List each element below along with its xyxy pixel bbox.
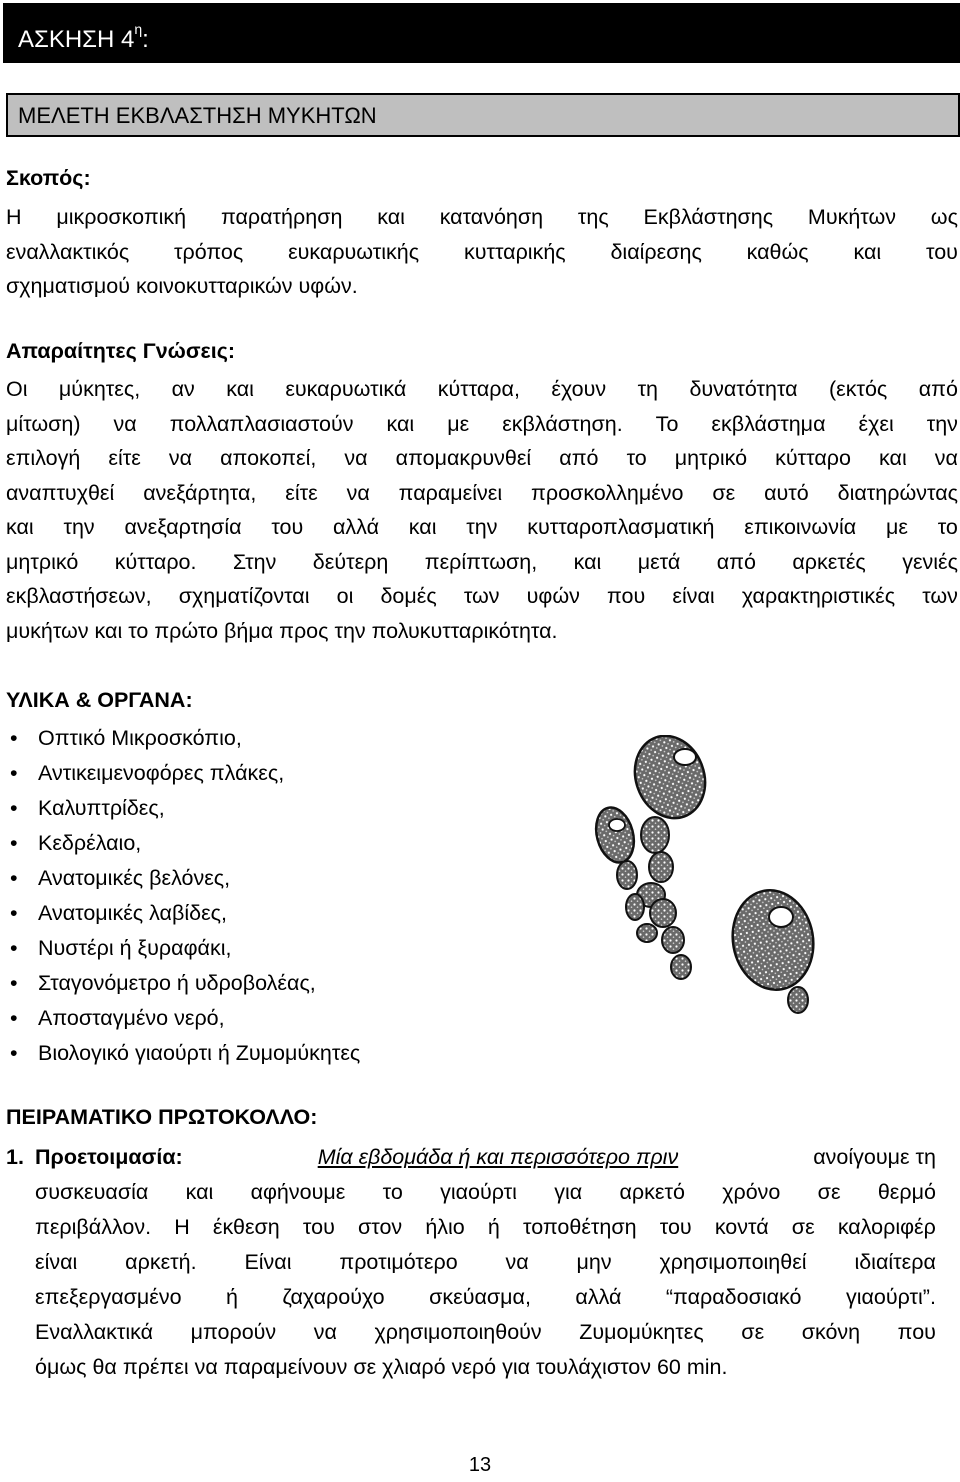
word: ανεξάρτητα,	[143, 480, 257, 505]
word: θερμό	[877, 1180, 936, 1204]
word: και	[573, 549, 602, 574]
word: του	[659, 1215, 692, 1239]
word: κυτταρικής	[463, 239, 566, 264]
knowledge-heading: Απαραίτητες Γνώσεις:	[6, 339, 236, 363]
word: κύτταρο.	[114, 549, 197, 574]
word: αλλά	[332, 515, 380, 539]
word: γιαούρτι	[440, 1180, 517, 1204]
word: συσκευασία	[35, 1180, 149, 1204]
materials-list	[6, 721, 566, 1071]
word: την	[926, 411, 958, 436]
word: είτε	[108, 446, 141, 470]
word: καλοριφέρ	[837, 1215, 936, 1239]
word: την	[466, 515, 498, 539]
step-line	[35, 1315, 936, 1350]
word: και	[6, 515, 34, 539]
word: με	[885, 515, 908, 539]
protocol-step-1	[6, 1140, 936, 1385]
word: έχει	[858, 411, 894, 436]
word: προτιμότερο	[339, 1250, 458, 1274]
aim-line	[6, 200, 958, 235]
step-emphasis: Μία εβδομάδα ή και περισσότερο πριν	[317, 1145, 679, 1169]
word: κύτταρο	[775, 446, 851, 470]
word: δεύτερη	[312, 549, 389, 574]
word: εκβλάστημα	[711, 411, 826, 436]
aim-line	[6, 235, 958, 270]
word: και	[879, 446, 907, 470]
word: από	[559, 446, 599, 470]
word: αρκετές	[792, 549, 866, 574]
word: Οι	[6, 377, 28, 401]
knowledge-line	[6, 545, 958, 580]
step-line	[35, 1210, 936, 1245]
word: να	[113, 411, 137, 436]
word: αλλά	[575, 1285, 622, 1309]
list-item: • Νυστέρι ή ξυραφάκι,	[6, 931, 566, 966]
word: Η	[174, 1215, 190, 1239]
word: ιδιαίτερα	[854, 1250, 936, 1274]
aim-heading: Σκοπός:	[6, 166, 91, 190]
list-item: • Ανατομικές βελόνες,	[6, 861, 566, 896]
word: ευκαρυωτικής	[288, 239, 420, 264]
word: χρησιμοποιηθούν	[374, 1320, 542, 1344]
word: τη	[637, 377, 659, 401]
word: το	[626, 446, 647, 470]
word: κατανόηση	[439, 205, 544, 229]
word: για	[554, 1180, 583, 1204]
word: δομές	[380, 584, 437, 608]
word: που	[607, 584, 646, 608]
word: και	[853, 239, 882, 264]
aim-paragraph	[6, 200, 958, 304]
word: που	[897, 1320, 936, 1344]
word: κοντά	[714, 1215, 769, 1239]
word: επικοινωνία	[744, 515, 857, 539]
word: το	[382, 1180, 403, 1204]
word: σε	[817, 1180, 841, 1204]
list-item: • Αντικειμενοφόρες πλάκες,	[6, 756, 566, 791]
word: σκεύασμα,	[429, 1285, 531, 1309]
word: τρόπος	[174, 239, 244, 264]
word: και	[185, 1180, 214, 1204]
word: να	[168, 446, 193, 470]
word: σκόνη	[801, 1320, 861, 1344]
word: παρατήρηση	[220, 205, 343, 229]
word: σχηματίζονται	[178, 584, 310, 608]
word: έχουν	[551, 377, 607, 401]
word: έκθεση	[212, 1215, 280, 1239]
knowledge-paragraph	[6, 372, 958, 648]
knowledge-line	[6, 476, 958, 511]
aim-line: σχηματισμού κοινοκυτταρικών υφών.	[6, 274, 358, 298]
word: επεξεργασμένο	[35, 1285, 182, 1309]
step-line	[35, 1245, 936, 1280]
word: σε	[712, 480, 736, 505]
word: και	[408, 515, 437, 539]
word: Η	[6, 205, 22, 229]
word: μητρικό	[674, 446, 748, 470]
word: οι	[336, 584, 354, 608]
word: του	[271, 515, 304, 539]
knowledge-line	[6, 441, 958, 476]
word: των	[463, 584, 500, 608]
word: απομακρυνθεί	[395, 446, 532, 470]
word: Ζυμομύκητες	[579, 1320, 704, 1344]
step-line	[35, 1175, 936, 1210]
word: σε	[791, 1215, 815, 1239]
word: “παραδοσιακό	[665, 1285, 802, 1309]
word: να	[344, 446, 368, 470]
word: και	[226, 377, 254, 401]
word: εκβλάστηση.	[502, 411, 623, 436]
word: χαρακτηριστικές	[741, 584, 896, 608]
word: αρκετό	[619, 1180, 685, 1204]
knowledge-line	[6, 510, 958, 545]
word: ανεξαρτησία	[124, 515, 242, 539]
word: ήλιο	[425, 1215, 465, 1239]
word: Εναλλακτικά	[35, 1320, 154, 1344]
word: και	[377, 205, 405, 229]
word: των	[922, 584, 958, 608]
word: περίπτωση,	[424, 549, 538, 574]
word: παραμείνει	[398, 480, 503, 505]
list-item: • Κεδρέλαιο,	[6, 826, 566, 861]
word: από	[716, 549, 756, 574]
word: προσκολλημένο	[531, 480, 684, 505]
knowledge-line: μυκήτων και το πρώτο βήμα προς την πολυκυτταρικότητα.	[6, 618, 558, 643]
word: μητρικό	[6, 549, 79, 574]
knowledge-line	[6, 372, 958, 407]
word: της	[577, 205, 609, 229]
knowledge-line	[6, 407, 958, 442]
list-item: • Βιολογικό γιαούρτι ή Ζυμομύκητες	[6, 1036, 566, 1071]
word: αυτό	[764, 480, 809, 505]
word: είναι	[35, 1250, 78, 1274]
word: αν	[171, 377, 195, 401]
list-item: • Σταγονόμετρο ή υδροβολέας,	[6, 966, 566, 1001]
word: Στην	[232, 549, 277, 574]
word: ή	[226, 1285, 238, 1309]
word: είτε	[285, 480, 318, 505]
word: μικροσκοπική	[56, 205, 187, 229]
word: Μυκήτων	[807, 205, 897, 229]
word: το	[937, 515, 958, 539]
word: υφών	[526, 584, 580, 608]
word: μην	[576, 1250, 612, 1274]
word: από	[918, 377, 958, 401]
exercise-header	[3, 3, 960, 63]
word: κυτταροπλασματική	[527, 515, 715, 539]
exercise-suffix: :	[142, 26, 149, 53]
word: να	[505, 1250, 529, 1274]
word: κύτταρα,	[437, 377, 520, 401]
word: τοποθέτηση	[523, 1215, 637, 1239]
word: χρησιμοποιηθεί	[659, 1250, 807, 1274]
word: την	[63, 515, 95, 539]
word: γενιές	[902, 549, 958, 574]
word: ή	[487, 1215, 500, 1239]
word: σε	[741, 1320, 765, 1344]
word: και	[386, 411, 415, 436]
word: αφήνουμε	[250, 1180, 346, 1204]
word: Το	[655, 411, 679, 436]
word: διαίρεσης	[610, 239, 702, 264]
word: να	[346, 480, 370, 505]
word: αποκοπεί,	[220, 446, 317, 470]
word: μίτωση)	[6, 411, 81, 436]
step-line: όμως θα πρέπει να παραμείνουν σε χλιαρό νερό για τουλάχιστον 60 min.	[35, 1355, 728, 1379]
list-item: • Αποσταγμένο νερό,	[6, 1001, 566, 1036]
word: να	[934, 446, 958, 470]
step-label: Προετοιμασία:	[35, 1145, 183, 1169]
word: Είναι	[244, 1250, 292, 1274]
word: επιλογή	[6, 446, 81, 470]
word: (εκτός	[828, 377, 888, 401]
yeast-budding-illustration	[585, 735, 835, 1035]
word: να	[313, 1320, 337, 1344]
word: χρόνο	[722, 1180, 781, 1204]
step-line	[35, 1140, 936, 1175]
word: του	[926, 239, 958, 264]
word: περιβάλλον.	[35, 1215, 152, 1239]
word: μύκητες,	[58, 377, 141, 401]
word: αναπτυχθεί	[6, 480, 115, 505]
step-number: 1.	[6, 1145, 24, 1169]
word: στον	[357, 1215, 403, 1239]
word: είναι	[672, 584, 715, 608]
word: μετά	[637, 549, 681, 574]
word: εναλλακτικός	[6, 239, 130, 264]
word: πολλαπλασιαστούν	[169, 411, 354, 436]
word: εκβλαστήσεων,	[6, 584, 152, 608]
word: Εκβλάστησης	[643, 205, 774, 229]
word: δυνατότητα	[689, 377, 798, 401]
word: διατηρώντας	[837, 480, 958, 505]
list-item: • Καλυπτρίδες,	[6, 791, 566, 826]
page-number: 13	[468, 1454, 492, 1476]
step-first-rest: ανοίγουμε τη	[813, 1145, 936, 1169]
step-body	[35, 1140, 936, 1385]
step-line	[35, 1280, 936, 1315]
materials-heading: ΥΛΙΚΑ & ΟΡΓΑΝΑ:	[6, 688, 193, 712]
word: ευκαρυωτικά	[285, 377, 407, 401]
exercise-superscript: η	[134, 21, 143, 37]
list-item: • Ανατομικές λαβίδες,	[6, 896, 566, 931]
word: ως	[930, 205, 958, 229]
list-item: • Οπτικό Μικροσκόπιο,	[6, 721, 566, 756]
word: με	[447, 411, 470, 436]
exercise-title: ΑΣΚΗΣΗ 4	[18, 26, 135, 53]
exercise-subtitle: ΜΕΛΕΤΗ ΕΚΒΛΑΣΤΗΣΗ ΜΥΚΗΤΩΝ	[6, 93, 960, 137]
protocol-heading: ΠΕΙΡΑΜΑΤΙΚΟ ΠΡΩΤΟΚΟΛΛΟ:	[6, 1105, 318, 1129]
word: ζαχαρούχο	[282, 1285, 385, 1309]
knowledge-line	[6, 579, 958, 614]
word: μπορούν	[190, 1320, 277, 1344]
word: αρκετή.	[125, 1250, 197, 1274]
word: καθώς	[746, 239, 809, 264]
word: του	[302, 1215, 335, 1239]
word: γιαούρτι”.	[845, 1285, 936, 1309]
